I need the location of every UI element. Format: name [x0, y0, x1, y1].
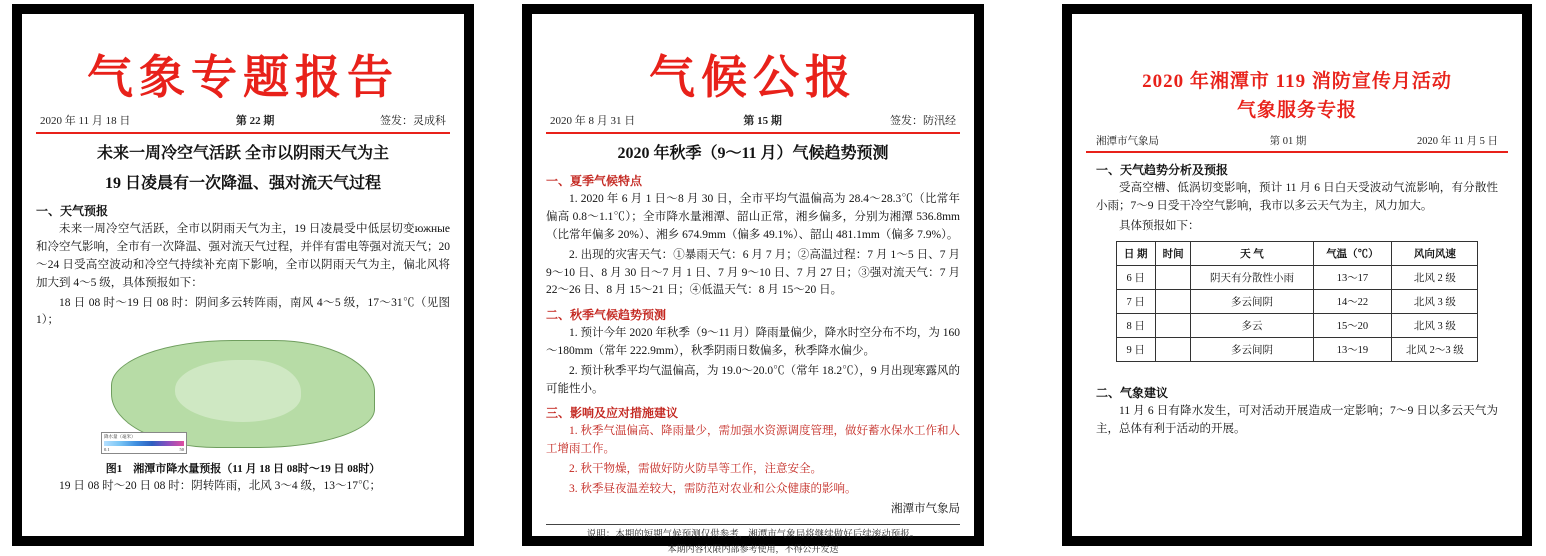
weather-forecast-table — [1116, 241, 1479, 362]
cell-time — [1155, 290, 1191, 314]
doc1-header-rule — [36, 132, 450, 134]
doc2-paragraph-5: 1. 秋季气温偏高、降雨量少，需加强水资源调度管理，做好蓄水保水工作和人工增雨工作。 — [546, 425, 960, 456]
doc2-issue: 第 15 期 — [743, 115, 782, 128]
cell-temperature: 15～20 — [1313, 314, 1392, 338]
doc1-issue: 第 22 期 — [235, 115, 275, 128]
table-row — [1116, 266, 1478, 290]
doc1-paragraph-2: 18 日 08 时～19 日 08 时：阴间多云转阵雨，南风 4～5 级，17～31℃（见图 1）； — [36, 296, 450, 327]
doc2-footnote-line1: 说明：本期的短期气候预测仅供参考，湘潭市气象局将继续做好后续滚动预报。 — [586, 530, 920, 541]
document-page-1 — [22, 14, 464, 536]
document-card-fire-safety-service-report — [1062, 4, 1532, 546]
doc1-masthead: 气象专题报告 — [87, 52, 399, 103]
doc1-figure — [93, 336, 393, 476]
column-header-time: 时间 — [1155, 242, 1191, 266]
doc2-footnote-line2: 本期内容仅限内部参考使用，不得公开发送 — [667, 543, 839, 554]
doc1-title-line2: 19 日凌晨有一次降温、强对流天气过程 — [104, 175, 381, 193]
doc1-date: 2020 年 11 月 18 日 — [40, 115, 131, 128]
cell-date: 9 日 — [1116, 338, 1155, 362]
column-header-date: 日 期 — [1116, 242, 1155, 266]
doc2-footnote — [546, 524, 960, 556]
doc2-signature: 湘潭市气象局 — [891, 502, 960, 515]
cell-temperature: 14～22 — [1313, 290, 1392, 314]
cell-time — [1155, 314, 1191, 338]
cell-weather: 多云间阴 — [1191, 338, 1313, 362]
doc2-sender: 签发：防汛经 — [890, 115, 956, 128]
doc3-paragraph-1: 受高空槽、低涡切变影响，预计 11 月 6 日白天受波动气流影响，有分散性小雨；7～9 日受干冷空气影响，我市以多云天气为主，风力加大。 — [1096, 182, 1498, 212]
doc2-paragraph-1: 1. 2020 年 6 月 1 日～8 月 30 日，全市平均气温偏高为 28.4～28.3℃（比常年偏高 0.8～1.1℃）；全市降水量湘潭、韶山正常，湘乡偏多，分别为湘潭 536.8mm（比常年偏多 20%）、湘乡 674.9mm（偏多 49.1%）、韶山 481.1mm（偏多 7.9%）。 — [546, 193, 960, 241]
doc2-paragraph-2: 2. 出现的灾害天气：①暴雨天气：6 月 7 月；②高温过程：7 月 1～5 日、7 月 9～10 日、8 月 30 日～7 月 1 日、7 月 9～10 日、7 月 27 日；③强对流天气：7 月 22～26 日、8 月 15～21 日；④低温天气：8 月 15～20 日。 — [546, 248, 960, 297]
cell-temperature: 13～19 — [1313, 338, 1392, 362]
doc3-meta-row — [1086, 133, 1508, 151]
cell-time — [1155, 338, 1191, 362]
cell-wind: 北风 2 级 — [1392, 266, 1478, 290]
doc3-title-line1: 2020 年湘潭市 119 消防宣传月活动 — [1142, 71, 1452, 92]
doc3-section-2-heading: 二、气象建议 — [1096, 386, 1169, 401]
cell-wind: 北风 2～3 级 — [1392, 338, 1478, 362]
cell-wind: 北风 3 级 — [1392, 290, 1478, 314]
cell-date: 8 日 — [1116, 314, 1155, 338]
document-card-weather-special-report — [12, 4, 474, 546]
doc3-paragraph-2: 具体预报如下： — [1119, 219, 1200, 232]
doc1-paragraph-3: 19 日 08 时～20 日 08 时：阴转阵雨，北风 3～4 级，13～17℃； — [59, 480, 381, 493]
doc2-paragraph-6: 2. 秋干物燥，需做好防火防旱等工作，注意安全。 — [569, 463, 822, 476]
doc2-section-2-heading: 二、秋季气候趋势预测 — [546, 308, 667, 323]
column-header-weather: 天 气 — [1191, 242, 1313, 266]
map-legend-min: 0.1 — [104, 446, 110, 452]
doc2-section-1-heading: 一、夏季气候特点 — [546, 174, 643, 189]
cell-wind: 北风 3 级 — [1392, 314, 1478, 338]
doc3-issue: 第 01 期 — [1269, 136, 1307, 147]
precipitation-map — [93, 336, 393, 456]
doc1-meta-row — [36, 112, 450, 132]
doc3-section-1-heading: 一、天气趋势分析及预报 — [1096, 163, 1229, 177]
map-legend-colorbar — [104, 441, 184, 446]
cell-weather: 阴天有分散性小雨 — [1191, 266, 1313, 290]
doc3-paragraph-3: 11 月 6 日有降水发生，可对活动开展造成一定影响；7～9 日以多云天气为主，总体有利于活动的开展。 — [1096, 405, 1498, 436]
doc3-date: 2020 年 11 月 5 日 — [1417, 136, 1498, 147]
doc2-paragraph-4: 2. 预计秋季平均气温偏高，为 19.0～20.0℃（常年 18.2℃），9 月出现寒露风的可能性小。 — [546, 364, 960, 395]
column-header-temperature: 气温（℃） — [1313, 242, 1392, 266]
cell-temperature: 13～17 — [1313, 266, 1392, 290]
document-card-climate-bulletin — [522, 4, 984, 554]
doc1-sender: 签发：灵成科 — [380, 115, 446, 128]
document-page-2 — [532, 14, 974, 554]
doc2-title: 2020 年秋季（9～11 月）气候趋势预测 — [617, 145, 889, 163]
doc2-section-3-heading: 三、影响及应对措施建议 — [546, 406, 679, 421]
doc2-masthead: 气候公报 — [649, 52, 857, 103]
doc2-meta-row — [546, 112, 960, 132]
doc2-header-rule — [546, 132, 960, 134]
cell-time — [1155, 266, 1191, 290]
table-row — [1116, 290, 1478, 314]
document-page-3 — [1072, 14, 1522, 536]
doc1-title-line1: 未来一周冷空气活跃 全市以阴雨天气为主 — [96, 145, 389, 163]
doc3-masthead — [1086, 68, 1508, 125]
map-legend-values — [104, 447, 184, 453]
map-legend — [101, 432, 187, 454]
column-header-wind: 风向风速 — [1392, 242, 1478, 266]
map-legend-title: 降水量（毫米） — [104, 433, 136, 439]
cell-date: 7 日 — [1116, 290, 1155, 314]
doc1-figure-caption: 图1 湘潭市降水量预报（11 月 18 日 08时～19 日 08时） — [105, 463, 381, 476]
cell-weather: 多云 — [1191, 314, 1313, 338]
table-row — [1116, 314, 1478, 338]
doc2-date: 2020 年 8 月 31 日 — [550, 115, 636, 128]
doc3-title-line2: 气象服务专报 — [1236, 99, 1357, 121]
table-header-row — [1116, 242, 1478, 266]
doc2-paragraph-3: 1. 预计今年 2020 年秋季（9～11 月）降雨量偏少，降水时空分布不均，为 160～180mm（常年 222.9mm），秋季阴雨日数偏多，秋季降水偏少。 — [546, 327, 960, 357]
map-legend-max: 50 — [179, 446, 184, 452]
doc1-paragraph-1: 未来一周冷空气活跃，全市以阴雨天气为主，19 日凌晨受中低层切变южные和冷空气影响，全市有一次降温、强对流天气过程，并伴有雷电等强对流天气；20～24 日受高空波动和冷空气持续补充南下影响，全市以阴雨天气为主，偏北风将加大到 4～5 级，具体预报如下： — [36, 223, 450, 289]
cell-date: 6 日 — [1116, 266, 1155, 290]
doc1-section-1-heading: 一、天气预报 — [36, 204, 109, 219]
doc3-org: 湘潭市气象局 — [1096, 136, 1159, 147]
cell-weather: 多云间阴 — [1191, 290, 1313, 314]
doc3-header-rule — [1086, 151, 1508, 153]
table-row — [1116, 338, 1478, 362]
doc2-paragraph-7: 3. 秋季昼夜温差较大，需防范对农业和公众健康的影响。 — [569, 482, 857, 495]
